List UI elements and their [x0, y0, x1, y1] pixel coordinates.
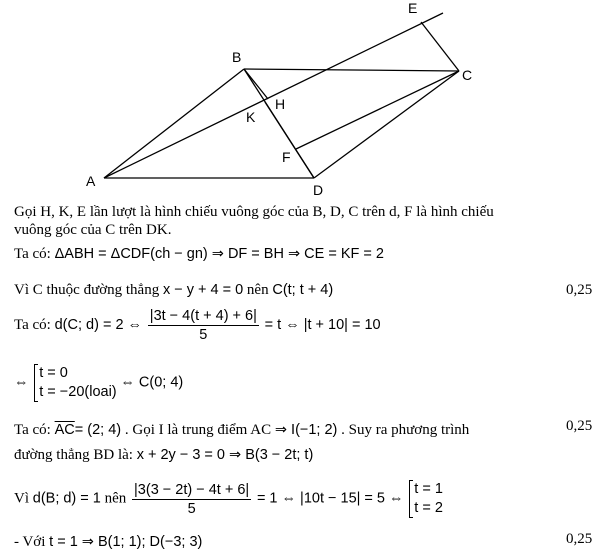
segment-CE	[421, 22, 459, 71]
line-equation: x − y + 4 = 0	[162, 282, 244, 298]
midpoint-i: ⇒ I(−1; 2)	[274, 422, 338, 438]
nen-text-2: nên	[104, 490, 127, 507]
ta-co-label-3: Ta có:	[14, 422, 51, 438]
solution-t1: t = 1	[414, 481, 443, 497]
label-C: C	[462, 67, 473, 83]
distance-rhs: = t ⇔ |t + 10| = 10	[264, 316, 381, 333]
fraction-numerator-b: |3(3 − 2t) − 4t + 6|	[134, 481, 250, 498]
solution-bracket	[34, 364, 116, 402]
voi-text: - Với	[14, 534, 46, 550]
label-A: A	[86, 173, 96, 189]
nen-text: nên	[246, 282, 269, 298]
bd-equation: x + 2y − 3 = 0 ⇒ B(3 − 2t; t)	[136, 447, 314, 463]
ta-co-label: Ta có:	[14, 246, 51, 262]
equation-line-4	[14, 364, 183, 402]
fraction-denominator: 5	[199, 327, 208, 343]
equation-line-8	[14, 534, 202, 551]
equation-line-1	[14, 246, 384, 263]
distance-lhs: d(C; d) = 2 ⇔	[54, 316, 143, 333]
segment-CD	[314, 71, 459, 178]
equiv-sign: ⇔	[14, 374, 29, 391]
label-B: B	[232, 49, 242, 65]
final-points: t = 1 ⇒ B(1; 1); D(−3; 3)	[49, 534, 203, 550]
label-H: H	[275, 96, 286, 112]
segment-DK	[265, 102, 314, 178]
distance-b-cond: d(B; d) = 1	[32, 490, 101, 507]
equation-line-2	[14, 282, 333, 299]
segment-CF	[296, 71, 459, 149]
equation-line-3	[14, 308, 381, 343]
line-d	[104, 13, 443, 178]
score-3: 0,25	[566, 531, 593, 547]
label-F: F	[282, 149, 291, 165]
distance-fraction	[148, 308, 259, 343]
vector-ac-value: = (2; 4)	[74, 422, 122, 438]
score-2: 0,25	[566, 418, 593, 434]
solution-b: t = −20(loai)	[39, 384, 117, 400]
distance-b-rhs: = 1 ⇔ |10t − 15| = 5 ⇔	[256, 490, 404, 507]
fraction-numerator: |3t − 4(t + 4) + 6|	[149, 308, 257, 324]
midpoint-text: . Gọi I là trung điểm AC	[124, 422, 272, 438]
fraction-denominator-b: 5	[187, 500, 196, 517]
equation-line-7	[14, 480, 443, 518]
label-E: E	[408, 0, 418, 16]
solution-bracket-b	[409, 480, 443, 518]
ta-co-label-2: Ta có:	[14, 316, 51, 333]
paragraph-line-1: Gọi H, K, E lần lượt là hình chiếu vuông góc của B, D, C trên d, F là hình chiếu	[14, 204, 494, 220]
point-c-param: C(t; t + 4)	[272, 282, 334, 298]
suy-ra-text: . Suy ra phương trình	[341, 422, 470, 438]
label-K: K	[246, 109, 256, 125]
score-1: 0,25	[566, 282, 593, 298]
geometry-figure	[0, 0, 606, 200]
solution-a: t = 0	[39, 365, 68, 381]
label-D: D	[313, 182, 324, 198]
solution-t2: t = 2	[414, 500, 443, 516]
vi-text: Vì	[14, 490, 29, 507]
segment-BC	[244, 69, 459, 71]
equation-line-5	[14, 422, 469, 439]
vector-ac: $\overline{AC}$	[54, 422, 75, 438]
point-c-result: ⇔ C(0; 4)	[120, 374, 184, 391]
segment-AB	[104, 69, 244, 178]
vi-c-text: Vì C thuộc đường thẳng	[14, 282, 160, 298]
distance-b-fraction	[132, 482, 251, 517]
equation-line-6	[14, 447, 313, 464]
equation-triangles: ΔABH = ΔCDF(ch − gn) ⇒ DF = BH ⇒ CE = KF = 2	[54, 246, 384, 262]
paragraph-line-2: vuông góc của C trên DK.	[14, 222, 172, 238]
bd-label: đường thẳng BD là:	[14, 447, 133, 463]
